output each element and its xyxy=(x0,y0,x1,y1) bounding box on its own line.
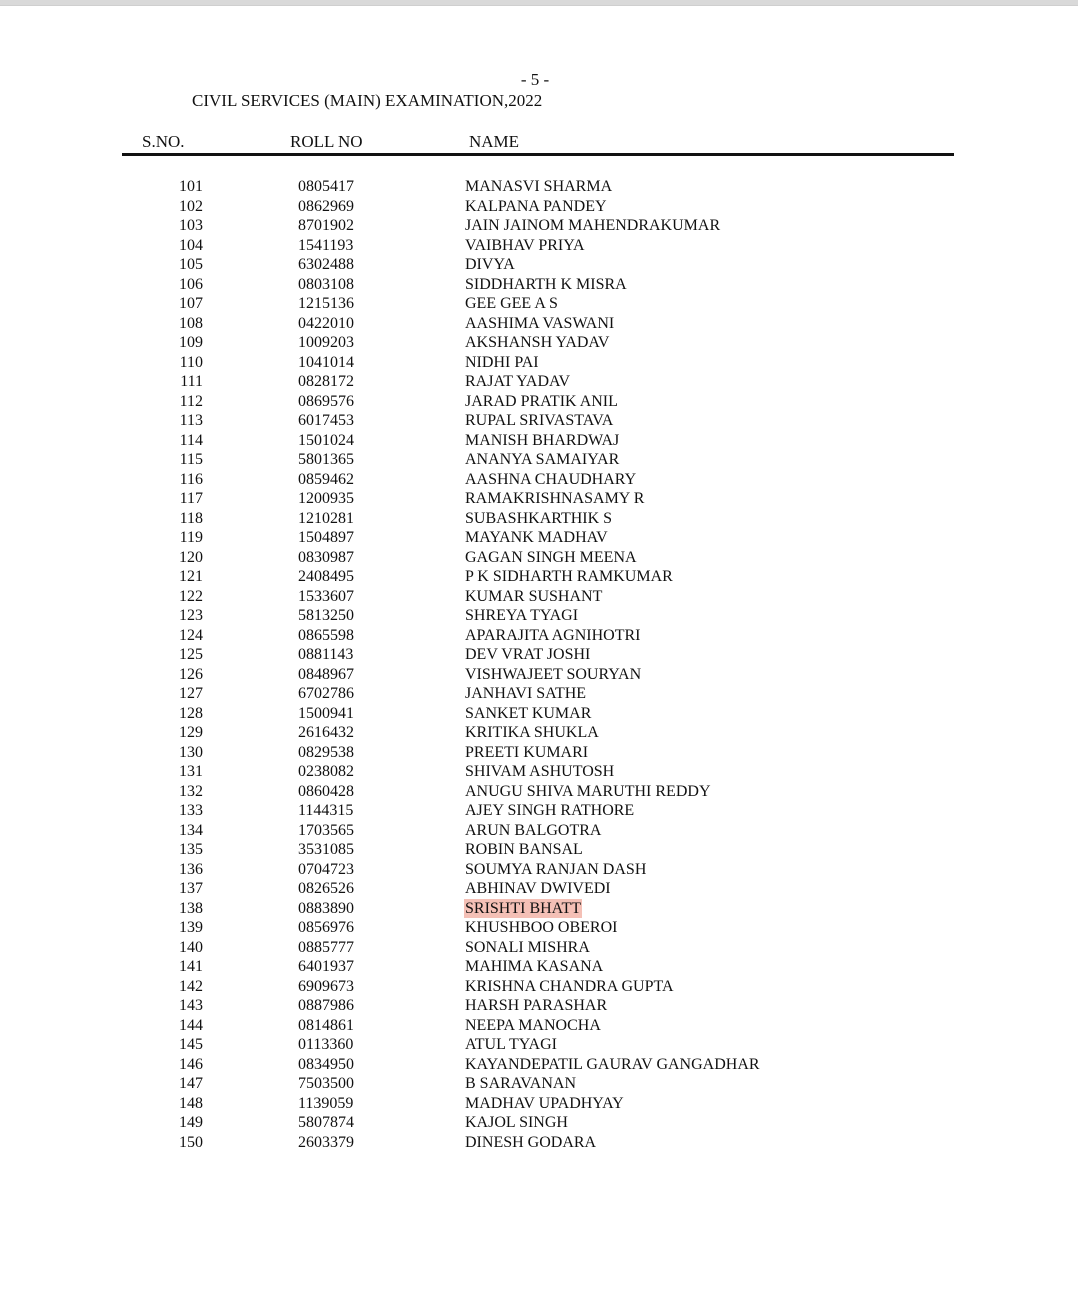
table-row xyxy=(0,860,1078,880)
table-row xyxy=(0,684,1078,704)
cell-name: AJEY SINGH RATHORE xyxy=(465,802,635,819)
cell-sno: 112 xyxy=(179,392,203,410)
cell-name: NEEPA MANOCHA xyxy=(465,1016,601,1034)
cell-name: B SARAVANAN xyxy=(465,1075,576,1092)
cell-roll-no: 0805417 xyxy=(298,178,354,195)
cell-sno: 117 xyxy=(179,490,203,507)
cell-name: MANASVI SHARMA xyxy=(465,178,613,195)
cell-sno: 118 xyxy=(179,509,203,527)
cell-roll-no: 2603379 xyxy=(298,1133,354,1151)
cell-roll-no: 5807874 xyxy=(298,1114,354,1131)
cell-name: SHIVAM ASHUTOSH xyxy=(465,763,615,780)
table-row xyxy=(0,294,1078,314)
column-header-name: NAME xyxy=(469,132,520,151)
cell-roll-no: 5801365 xyxy=(298,451,354,468)
header-divider xyxy=(122,153,954,156)
cell-sno: 122 xyxy=(179,587,203,605)
cell-name: AASHIMA VASWANI xyxy=(465,314,615,332)
cell-sno: 125 xyxy=(179,646,203,663)
cell-sno: 149 xyxy=(179,1114,203,1131)
cell-sno: 106 xyxy=(179,275,203,293)
cell-sno: 143 xyxy=(179,997,203,1014)
cell-name: KAYANDEPATIL GAURAV GANGADHAR xyxy=(465,1055,760,1073)
cell-roll-no: 0887986 xyxy=(298,997,354,1014)
cell-roll-no: 3531085 xyxy=(298,841,354,858)
cell-sno: 141 xyxy=(179,958,203,975)
cell-sno: 146 xyxy=(179,1055,203,1073)
cell-name: HARSH PARASHAR xyxy=(465,997,608,1014)
cell-sno: 107 xyxy=(179,295,203,312)
cell-sno: 126 xyxy=(179,665,203,683)
cell-sno: 148 xyxy=(179,1094,203,1112)
table-row xyxy=(0,762,1078,782)
cell-roll-no: 5813250 xyxy=(298,607,354,624)
cell-roll-no: 1703565 xyxy=(298,821,354,839)
column-header-roll-no: ROLL NO xyxy=(290,132,363,151)
table-row xyxy=(0,216,1078,236)
cell-roll-no: 0862969 xyxy=(298,197,354,215)
cell-sno: 136 xyxy=(179,860,203,878)
page-number: - 5 - xyxy=(520,70,550,89)
cell-name-highlighted: SRISHTI BHATT xyxy=(465,899,582,917)
cell-sno: 121 xyxy=(179,568,203,585)
cell-name: VAIBHAV PRIYA xyxy=(465,236,585,254)
cell-name: ANUGU SHIVA MARUTHI REDDY xyxy=(465,782,711,800)
cell-roll-no: 6017453 xyxy=(298,412,354,429)
table-row xyxy=(0,1133,1078,1153)
cell-roll-no: 0848967 xyxy=(298,665,354,683)
table-row xyxy=(0,548,1078,568)
cell-name: KUMAR SUSHANT xyxy=(465,587,603,605)
cell-roll-no: 1009203 xyxy=(298,334,354,351)
cell-name: KRITIKA SHUKLA xyxy=(465,724,599,741)
cell-name: GAGAN SINGH MEENA xyxy=(465,548,637,566)
cell-name: PREETI KUMARI xyxy=(465,743,589,761)
column-header-sno: S.NO. xyxy=(142,132,185,151)
table-row xyxy=(0,801,1078,821)
table-row xyxy=(0,411,1078,431)
cell-name: KRISHNA CHANDRA GUPTA xyxy=(465,977,674,995)
cell-sno: 114 xyxy=(179,431,203,449)
table-row xyxy=(0,645,1078,665)
table-row xyxy=(0,1094,1078,1114)
table-row xyxy=(0,899,1078,919)
table-row xyxy=(0,177,1078,197)
cell-sno: 134 xyxy=(179,821,203,839)
table-row xyxy=(0,236,1078,256)
cell-name: RAMAKRISHNASAMY R xyxy=(465,490,645,507)
cell-roll-no: 0238082 xyxy=(298,763,354,780)
cell-roll-no: 0829538 xyxy=(298,743,354,761)
table-row xyxy=(0,333,1078,353)
table-row xyxy=(0,1016,1078,1036)
cell-sno: 135 xyxy=(179,841,203,858)
cell-name: SHREYA TYAGI xyxy=(465,607,579,624)
cell-roll-no: 1541193 xyxy=(298,236,354,254)
cell-sno: 115 xyxy=(179,451,203,468)
cell-sno: 128 xyxy=(179,704,203,722)
table-row xyxy=(0,840,1078,860)
cell-roll-no: 1041014 xyxy=(298,353,354,371)
cell-sno: 137 xyxy=(179,880,203,897)
table-row xyxy=(0,314,1078,334)
cell-sno: 144 xyxy=(179,1016,203,1034)
table-row xyxy=(0,957,1078,977)
cell-sno: 132 xyxy=(179,782,203,800)
cell-name: MANISH BHARDWAJ xyxy=(465,431,620,449)
cell-sno: 131 xyxy=(179,763,203,780)
cell-roll-no: 0422010 xyxy=(298,314,354,332)
cell-sno: 138 xyxy=(179,899,203,917)
cell-roll-no: 6302488 xyxy=(298,256,354,273)
cell-roll-no: 6702786 xyxy=(298,685,354,702)
table-row xyxy=(0,977,1078,997)
cell-sno: 102 xyxy=(179,197,203,215)
cell-sno: 123 xyxy=(179,607,203,624)
table-row xyxy=(0,743,1078,763)
cell-name: P K SIDHARTH RAMKUMAR xyxy=(465,568,673,585)
cell-roll-no: 6401937 xyxy=(298,958,354,975)
cell-name: ANANYA SAMAIYAR xyxy=(465,451,620,468)
cell-name: APARAJITA AGNIHOTRI xyxy=(465,626,641,644)
cell-name: DIVYA xyxy=(465,256,515,273)
cell-roll-no: 0883890 xyxy=(298,899,354,917)
cell-sno: 139 xyxy=(179,919,203,936)
cell-roll-no: 0834950 xyxy=(298,1055,354,1073)
cell-name: DINESH GODARA xyxy=(465,1133,597,1151)
cell-name: ABHINAV DWIVEDI xyxy=(465,880,611,897)
cell-name: MAYANK MADHAV xyxy=(465,529,608,546)
cell-roll-no: 1210281 xyxy=(298,509,354,527)
cell-roll-no: 0826526 xyxy=(298,880,354,897)
table-row xyxy=(0,626,1078,646)
cell-sno: 130 xyxy=(179,743,203,761)
table-row xyxy=(0,392,1078,412)
cell-name: ARUN BALGOTRA xyxy=(465,821,602,839)
cell-name: MAHIMA KASANA xyxy=(465,958,604,975)
cell-name: RUPAL SRIVASTAVA xyxy=(465,412,614,429)
cell-sno: 147 xyxy=(179,1075,203,1092)
cell-name: SUBASHKARTHIK S xyxy=(465,509,613,527)
cell-name: AASHNA CHAUDHARY xyxy=(465,470,637,488)
table-row xyxy=(0,197,1078,217)
cell-sno: 101 xyxy=(179,178,203,195)
cell-sno: 110 xyxy=(179,353,203,371)
cell-name: SIDDHARTH K MISRA xyxy=(465,275,627,293)
cell-roll-no: 7503500 xyxy=(298,1075,354,1092)
table-row xyxy=(0,704,1078,724)
cell-roll-no: 0803108 xyxy=(298,275,354,293)
cell-name: JARAD PRATIK ANIL xyxy=(465,392,618,410)
cell-roll-no: 6909673 xyxy=(298,977,354,995)
cell-sno: 133 xyxy=(179,802,203,819)
cell-sno: 105 xyxy=(179,256,203,273)
cell-name: GEE GEE A S xyxy=(465,295,558,312)
results-list xyxy=(0,177,1078,1152)
cell-roll-no: 8701902 xyxy=(298,217,354,234)
cell-name: ATUL TYAGI xyxy=(465,1036,557,1053)
cell-sno: 111 xyxy=(180,373,203,390)
cell-roll-no: 0860428 xyxy=(298,782,354,800)
table-row xyxy=(0,372,1078,392)
table-row xyxy=(0,606,1078,626)
cell-sno: 127 xyxy=(179,685,203,702)
cell-name: KHUSHBOO OBEROI xyxy=(465,919,618,936)
cell-name: SOUMYA RANJAN DASH xyxy=(465,860,647,878)
table-row xyxy=(0,587,1078,607)
cell-roll-no: 0856976 xyxy=(298,919,354,936)
cell-roll-no: 1500941 xyxy=(298,704,354,722)
cell-sno: 108 xyxy=(179,314,203,332)
table-row xyxy=(0,723,1078,743)
cell-sno: 142 xyxy=(179,977,203,995)
cell-roll-no: 0885777 xyxy=(298,938,354,956)
table-row xyxy=(0,1055,1078,1075)
cell-roll-no: 0869576 xyxy=(298,392,354,410)
cell-roll-no: 1139059 xyxy=(298,1094,354,1112)
table-row xyxy=(0,509,1078,529)
cell-name: ROBIN BANSAL xyxy=(465,841,583,858)
cell-roll-no: 2408495 xyxy=(298,568,354,585)
cell-sno: 140 xyxy=(179,938,203,956)
cell-name: AKSHANSH YADAV xyxy=(465,334,610,351)
cell-roll-no: 0881143 xyxy=(298,646,354,663)
cell-roll-no: 1504897 xyxy=(298,529,354,546)
table-row xyxy=(0,353,1078,373)
cell-name: NIDHI PAI xyxy=(465,353,539,371)
table-row xyxy=(0,938,1078,958)
table-row xyxy=(0,821,1078,841)
cell-sno: 109 xyxy=(179,334,203,351)
cell-sno: 113 xyxy=(179,412,203,429)
cell-sno: 103 xyxy=(179,217,203,234)
cell-roll-no: 1144315 xyxy=(298,802,354,819)
cell-roll-no: 2616432 xyxy=(298,724,354,741)
cell-name: JAIN JAINOM MAHENDRAKUMAR xyxy=(465,217,721,234)
table-row xyxy=(0,1035,1078,1055)
table-row xyxy=(0,1113,1078,1133)
table-row xyxy=(0,918,1078,938)
cell-name: SANKET KUMAR xyxy=(465,704,592,722)
table-row xyxy=(0,1074,1078,1094)
cell-name: SONALI MISHRA xyxy=(465,938,590,956)
viewer-top-edge xyxy=(0,0,1078,6)
table-row xyxy=(0,782,1078,802)
cell-sno: 116 xyxy=(179,470,203,488)
cell-sno: 145 xyxy=(179,1036,203,1053)
table-row xyxy=(0,567,1078,587)
cell-sno: 150 xyxy=(179,1133,203,1151)
table-row xyxy=(0,431,1078,451)
cell-roll-no: 1200935 xyxy=(298,490,354,507)
cell-name: KAJOL SINGH xyxy=(465,1114,568,1131)
cell-name: KALPANA PANDEY xyxy=(465,197,607,215)
cell-sno: 124 xyxy=(179,626,203,644)
table-row xyxy=(0,470,1078,490)
cell-roll-no: 0830987 xyxy=(298,548,354,566)
cell-name: VISHWAJEET SOURYAN xyxy=(465,665,642,683)
cell-name: MADHAV UPADHYAY xyxy=(465,1094,624,1112)
table-row xyxy=(0,450,1078,470)
cell-name: JANHAVI SATHE xyxy=(465,685,587,702)
cell-roll-no: 1533607 xyxy=(298,587,354,605)
cell-sno: 120 xyxy=(179,548,203,566)
table-row xyxy=(0,528,1078,548)
table-row xyxy=(0,275,1078,295)
table-row xyxy=(0,255,1078,275)
cell-sno: 119 xyxy=(179,529,203,546)
cell-roll-no: 1501024 xyxy=(298,431,354,449)
cell-name: RAJAT YADAV xyxy=(465,373,571,390)
table-row xyxy=(0,879,1078,899)
cell-sno: 129 xyxy=(179,724,203,741)
exam-title: CIVIL SERVICES (MAIN) EXAMINATION,2022 xyxy=(192,91,543,110)
cell-roll-no: 0814861 xyxy=(298,1016,354,1034)
table-row xyxy=(0,665,1078,685)
cell-roll-no: 0113360 xyxy=(298,1036,354,1053)
cell-sno: 104 xyxy=(179,236,203,254)
cell-roll-no: 0859462 xyxy=(298,470,354,488)
table-row xyxy=(0,489,1078,509)
cell-roll-no: 0865598 xyxy=(298,626,354,644)
table-row xyxy=(0,996,1078,1016)
cell-name: DEV VRAT JOSHI xyxy=(465,646,591,663)
cell-roll-no: 0828172 xyxy=(298,373,354,390)
cell-roll-no: 0704723 xyxy=(298,860,354,878)
cell-roll-no: 1215136 xyxy=(298,295,354,312)
